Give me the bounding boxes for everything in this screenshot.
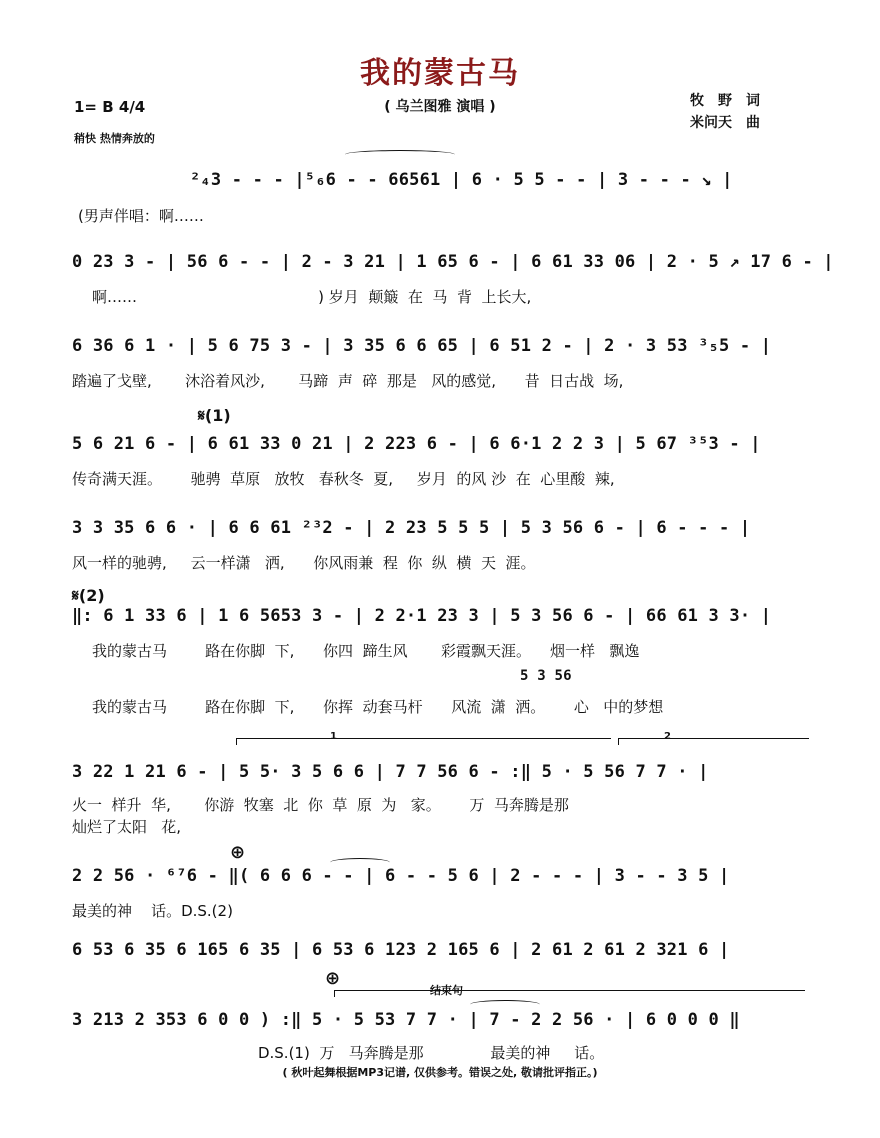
lyric-row-7: 火一 样升 华, 你游 牧塞 北 你 草 原 为 家。 万 马奔腾是那 <box>72 796 569 814</box>
slur-mark <box>345 150 455 159</box>
ending-label: 结束句 <box>430 984 463 997</box>
notation-row-6: ‖: 6 1 33 6 | 1 6 5653 3 - | 2 2·1 23 3 | 5 3 56 6 - | 66 61 3 3· | <box>72 606 772 626</box>
notation-row-7: 3 22 1 21 6 - | 5 5· 3 5 6 6 | 7 7 56 6 - :‖ 5 · 5 56 7 7 · | <box>72 762 709 782</box>
lyric-row-5: 风一样的驰骋, 云一样潇 洒, 你风雨兼 程 你 纵 横 天 涯。 <box>72 554 536 572</box>
volta-2-label: 2 <box>664 731 671 742</box>
volta-2-bracket <box>618 738 809 745</box>
key-signature: 1= B 4/4 <box>74 98 146 116</box>
notation-row-9: 6 53 6 35 6 165 6 35 | 6 53 6 123 2 165 6 | 2 61 2 61 2 321 6 | <box>72 940 730 960</box>
notation-row-2: 0 23 3 - | 56 6 - - | 2 - 3 21 | 1 65 6 - | 6 61 33 06 | 2 · 5 ↗ 17 6 - | <box>72 252 834 272</box>
lyric-row-10: D.S.(1) 万 马奔腾是那 最美的神 话。 <box>72 1044 605 1062</box>
segno-2-icon: 𝄋(2) <box>72 586 105 605</box>
notation-row-1: ²₄3 - - - |⁵₆6 - - 66561 | 6 · 5 5 - - | 3 - - - ↘ | <box>190 170 733 190</box>
performer-line: ( 乌兰图雅 演唱 ) <box>384 99 496 115</box>
notation-row-8: 2 2 56 · ⁶⁷6 - ‖( 6 6 6 - - | 6 - - 5 6 | 2 - - - | 3 - - 3 5 | <box>72 866 730 886</box>
lyric-row-1: (男声伴唱：啊…… <box>78 207 204 225</box>
lyric-row-4: 传奇满天涯。 驰骋 草原 放牧 春秋冬 夏, 岁月 的风 沙 在 心里酸 辣, <box>72 470 615 488</box>
coda-2-icon: ⊕ <box>325 968 341 989</box>
lyric-row-6: 我的蒙古马 路在你脚 下, 你四 蹄生风 彩霞飘天涯。 烟一样 飘逸 <box>92 642 640 660</box>
notation-row-4: 5 6 21 6 - | 6 61 33 0 21 | 2 223 6 - | 6 6·1 2 2 3 | 5 67 ³⁵3 - | <box>72 434 761 454</box>
credits <box>690 90 760 134</box>
notation-row-10: 3 213 2 353 6 0 0 ) :‖ 5 · 5 53 7 7 · | 7 - 2 2 56 · | 6 0 0 0 ‖ <box>72 1010 740 1030</box>
lyric-row-6b: 我的蒙古马 路在你脚 下, 你挥 动套马杆 风流 潇 洒。 心 中的梦想 <box>92 698 664 716</box>
volta-1-bracket <box>236 738 611 745</box>
lyric-row-7b: 灿烂了太阳 花, <box>72 818 182 836</box>
lyricist-credit: 牧 野 词 <box>690 93 760 109</box>
tempo-marking: 稍快 热情奔放的 <box>74 132 155 145</box>
coda-1-icon: ⊕ <box>230 842 246 863</box>
lyric-row-3: 踏遍了戈壁, 沐浴着风沙, 马蹄 声 碎 那是 风的感觉, 昔 日古战 场, <box>72 372 624 390</box>
notation-row-5: 3 3 35 6 6 · | 6 6 61 ²³2 - | 2 23 5 5 5 | 5 3 56 6 - | 6 - - - | <box>72 518 751 538</box>
transcription-footnote: ( 秋叶起舞根据MP3记谱, 仅供参考。错误之处, 敬请批评指正。) <box>282 1066 598 1079</box>
segno-1-icon: 𝄋(1) <box>198 406 231 425</box>
volta-1-label: 1 <box>330 731 337 742</box>
notation-row-3: 6 36 6 1 · | 5 6 75 3 - | 3 35 6 6 65 | 6 51 2 - | 2 · 3 53 ³₅5 - | <box>72 336 772 356</box>
song-title: 我的蒙古马 <box>360 56 520 91</box>
notation-row-6b: 5 3 56 <box>520 668 572 684</box>
lyric-row-8: 最美的神 话。D.S.(2) <box>72 902 233 920</box>
lyric-row-2: 啊…… ) 岁月 颠簸 在 马 背 上长大, <box>92 288 532 306</box>
composer-credit: 米问天 曲 <box>690 115 760 131</box>
ending-bracket <box>334 990 805 997</box>
slur-mark <box>470 1000 540 1009</box>
